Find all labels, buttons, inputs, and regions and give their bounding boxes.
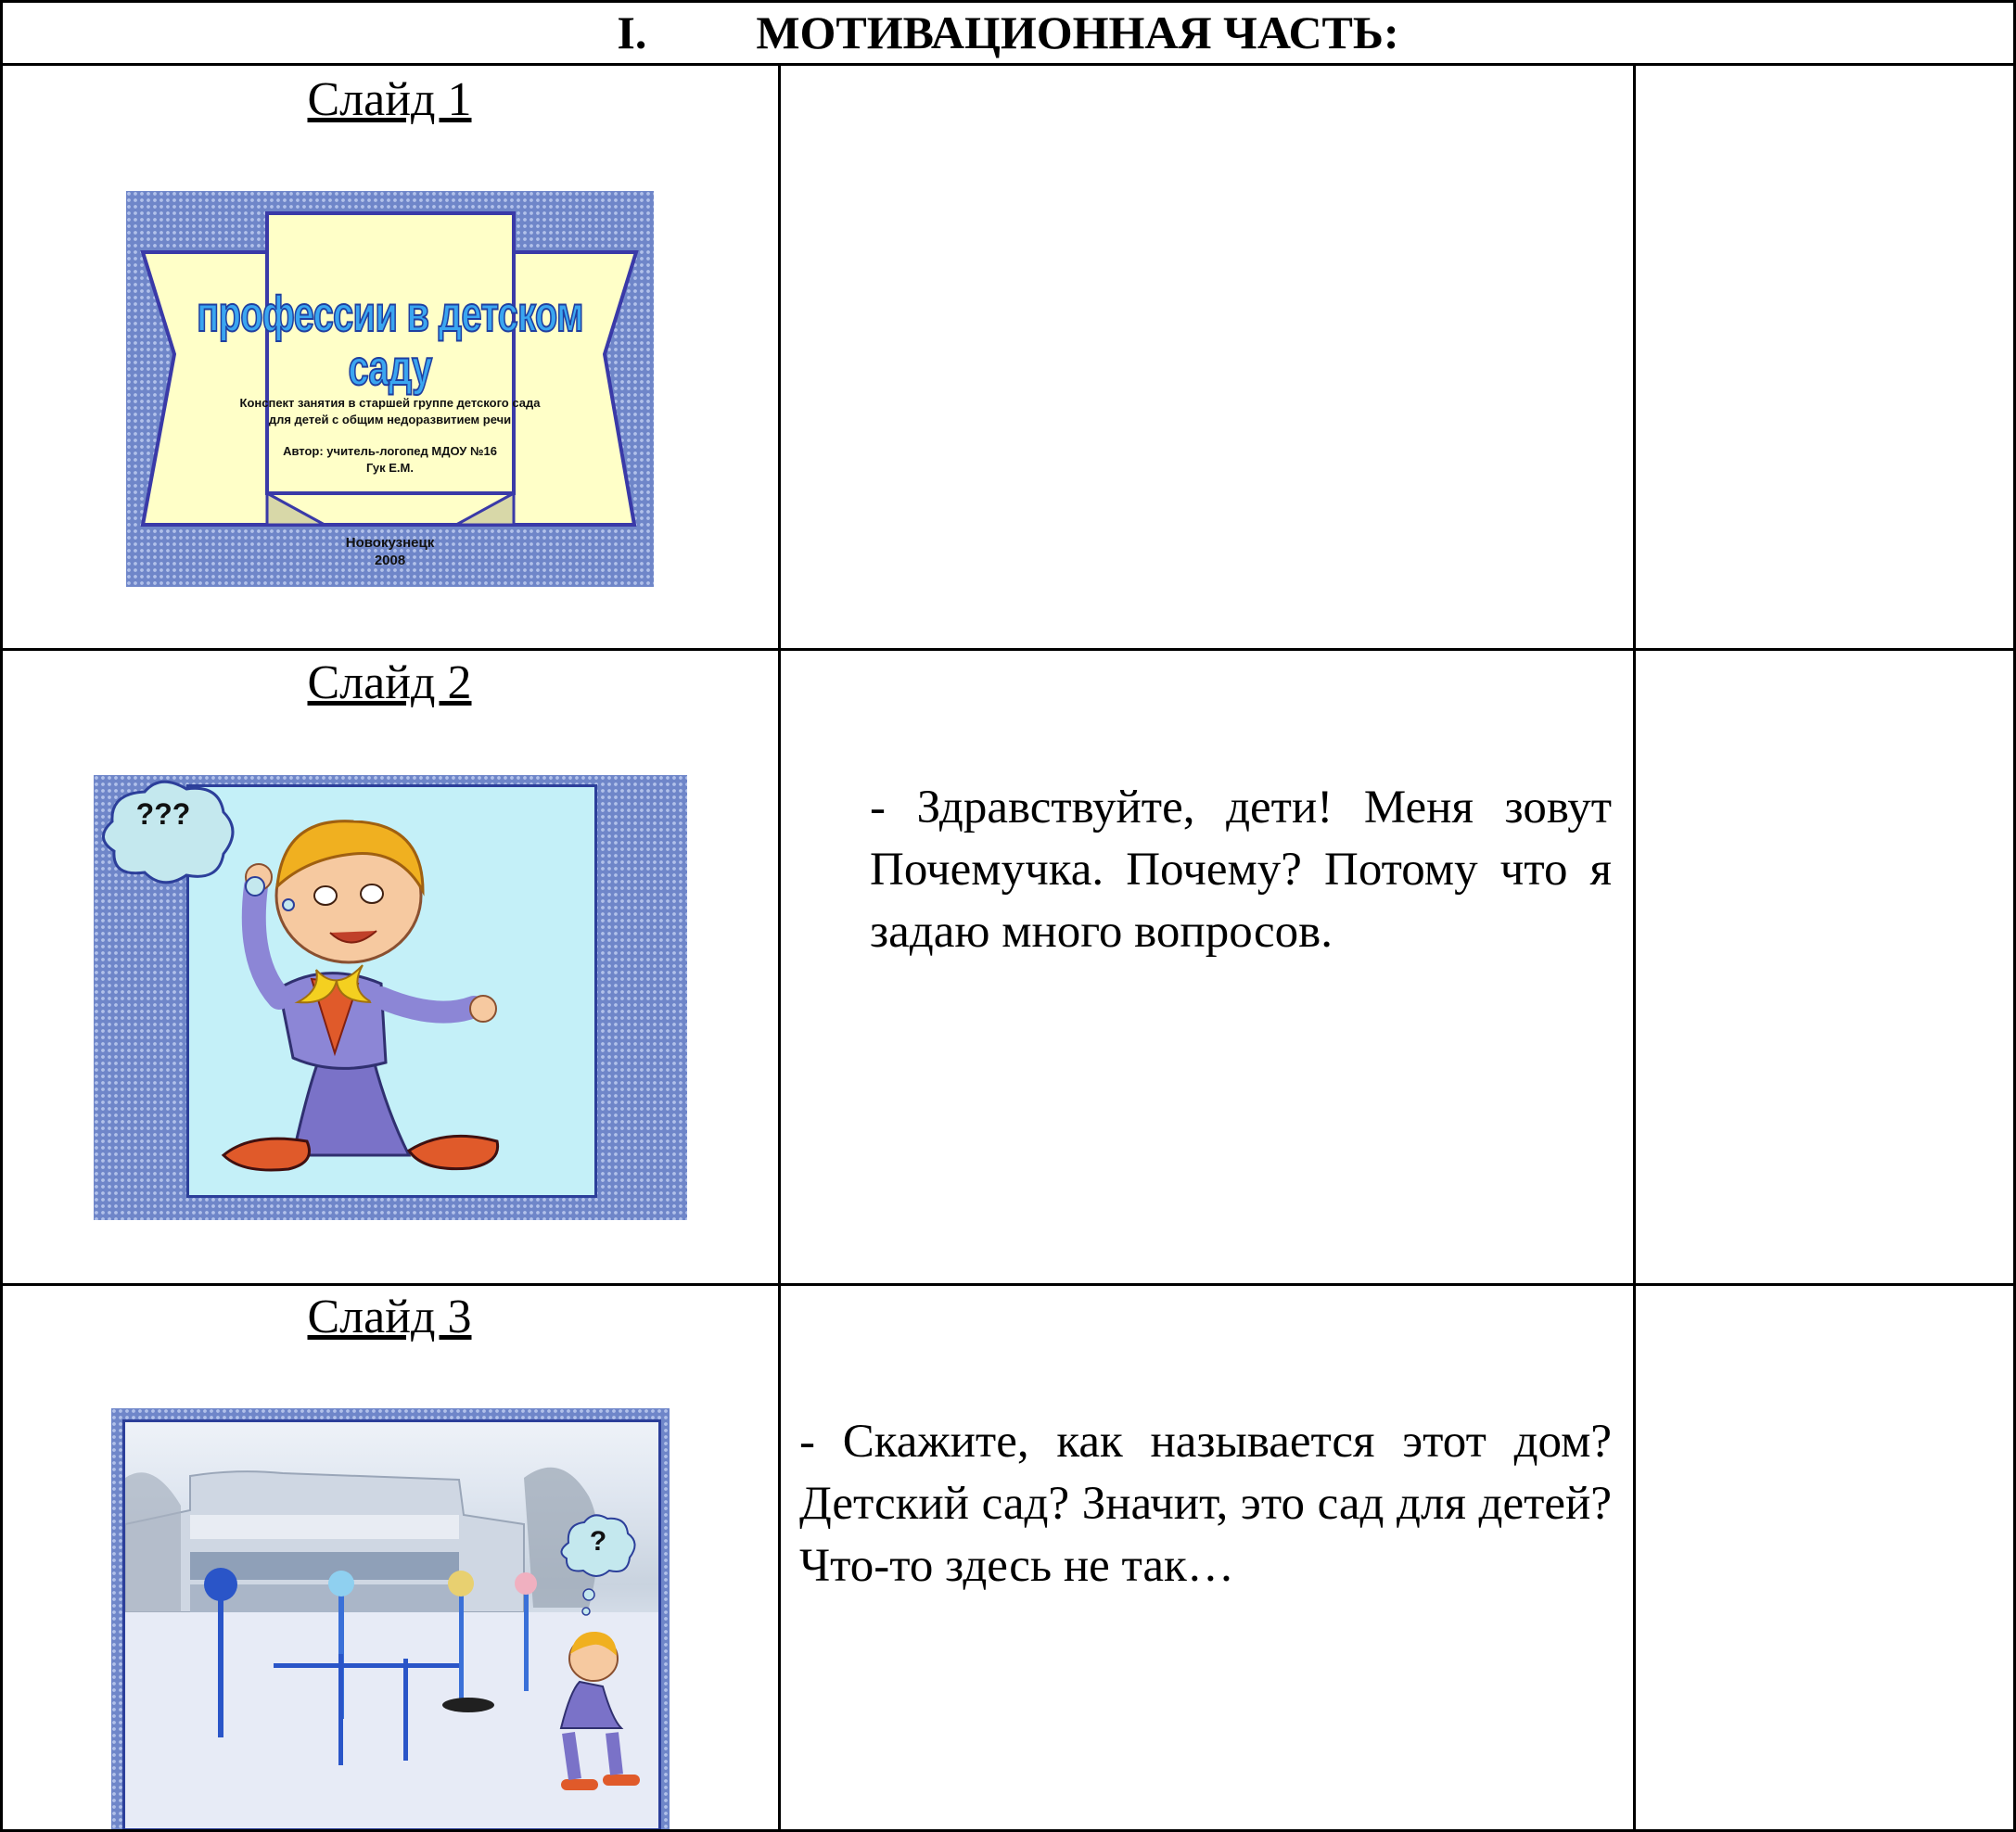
- slide-3-bubble-text: ?: [589, 1526, 607, 1557]
- slide-1-subtitle-line2: для детей с общим недоразвитием речи: [268, 413, 512, 426]
- table-border-top: [0, 0, 2016, 3]
- slide-3-image: [111, 1408, 670, 1829]
- section-number: I.: [617, 6, 647, 58]
- table-border-left: [0, 0, 3, 1832]
- slide-1-subtitle-line1: Конспект занятия в старшей группе детского сада: [239, 396, 541, 410]
- kindergarten-building-illustration: [125, 1422, 658, 1828]
- table-col-divider-1: [778, 64, 781, 1832]
- table-rule-header: [0, 63, 2016, 66]
- row-3-text: - Скажите, как называется этот дом? Детский сад? Значит, это сад для детей? Что-то здесь не так…: [799, 1416, 1612, 1592]
- slide-3-photo: [122, 1419, 661, 1829]
- table-col-divider-2: [1633, 64, 1636, 1832]
- slide-label-1: Слайд 1: [307, 73, 472, 126]
- slide-1-title-art: профессии в детском саду: [197, 286, 583, 396]
- slide-label-3: Слайд 3: [307, 1291, 472, 1343]
- slide-1-year: 2008: [374, 553, 406, 568]
- slide-1-author-line1: Автор: учитель-логопед МДОУ №16: [283, 444, 497, 458]
- table-rule-row1: [0, 648, 2016, 651]
- boy-character-illustration: [94, 775, 687, 1220]
- slide-1-title-image: [126, 191, 654, 587]
- table-rule-row2: [0, 1283, 2016, 1286]
- section-title: [0, 4, 2016, 61]
- slide-1-author-line2: Гук Е.М.: [366, 461, 414, 475]
- slide-2-image: [94, 775, 687, 1220]
- row-2-text: - Здравствуйте, дети! Меня зовут Почемучка. Почему? Потому что я задаю много вопросов.: [870, 782, 1612, 958]
- slide-label-2: Слайд 2: [307, 656, 472, 709]
- slide-1-city: Новокузнецк: [345, 535, 435, 551]
- slide-2-bubble-text: ???: [135, 797, 191, 831]
- section-title-text: МОТИВАЦИОННАЯ ЧАСТЬ:: [756, 6, 1399, 58]
